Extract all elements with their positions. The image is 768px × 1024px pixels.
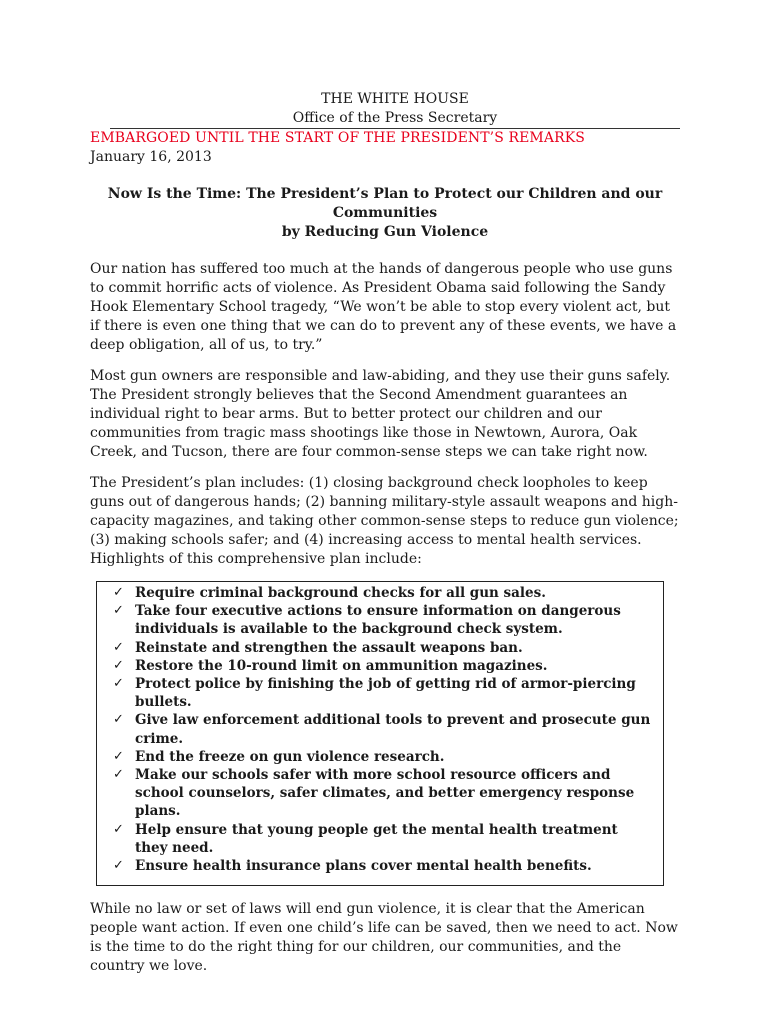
list-item-text: Protect police by finishing the job of getting rid of armor-piercing bullets. (135, 676, 636, 711)
checkmark-icon: ✓ (113, 821, 124, 837)
title-line-1: Now Is the Time: The President’s Plan to Protect our Children and our Communities (107, 186, 663, 221)
list-item (111, 675, 653, 711)
list-item-text: Reinstate and strengthen the assault weapons ban. (135, 639, 523, 656)
checkmark-icon: ✓ (113, 639, 124, 655)
paragraph-plan: The President’s plan includes: (1) closing background check loopholes to keep guns out of dangerous hands; (2) banning military-style assault weapons and high-capacity magazines, and taking other common-sense steps to reduce gun violence; (3) making schools safer; and (4) increasing access to mental health services. Highlights of this comprehensive plan include: (90, 475, 679, 567)
list-item (111, 711, 653, 747)
list-item-text: End the freeze on gun violence research. (135, 748, 445, 765)
release-date: January 16, 2013 (90, 149, 212, 165)
list-item (111, 602, 653, 638)
checkmark-icon: ✓ (113, 712, 124, 728)
list-item-text: Require criminal background checks for all gun sales. (135, 585, 546, 601)
document-title (90, 185, 680, 242)
paragraph-second-amendment: Most gun owners are responsible and law-abiding, and they use their guns safely. The President strongly believes that the Second Amendment guarantees an individual right to bear arms. But to better protect our children and our communities from tragic mass shootings like those in Newtown, Aurora, Oak Creek, and Tucson, there are four common-sense steps we can take right now. (90, 368, 671, 460)
paragraph-closing: While no law or set of laws will end gun violence, it is clear that the American people want action. If even one child’s life can be saved, then we need to act. Now is the time to do the right thing for our children, our communities, and the country we love. (90, 901, 678, 975)
paragraph-intro: Our nation has suffered too much at the hands of dangerous people who use guns to commit horrific acts of violence. As President Obama said following the Sandy Hook Elementary School tragedy, “We won’t be able to stop every violent act, but if there is even one thing that we can do to prevent any of these events, we have a deep obligation, all of us, to try.” (90, 261, 677, 353)
list-item (111, 639, 653, 657)
checkmark-icon: ✓ (113, 603, 124, 619)
highlights-list (111, 584, 653, 875)
list-item (111, 657, 653, 675)
checkmark-icon: ✓ (113, 657, 124, 673)
press-release-page (90, 90, 680, 988)
checkmark-icon: ✓ (113, 858, 124, 874)
list-item (111, 821, 653, 857)
list-item-text: Make our schools safer with more school resource officers and school counselors, safer climates, and better emergency response plans. (135, 767, 635, 820)
office-name: Office of the Press Secretary (110, 109, 680, 129)
list-item-text: Restore the 10-round limit on ammunition magazines. (135, 657, 548, 674)
list-item (111, 748, 653, 766)
embargo-notice: EMBARGOED UNTIL THE START OF THE PRESIDENT’S REMARKS (90, 130, 585, 146)
checkmark-icon: ✓ (113, 767, 124, 783)
org-name: THE WHITE HOUSE (321, 91, 469, 107)
list-item-text: Give law enforcement additional tools to prevent and prosecute gun crime. (135, 712, 651, 747)
list-item (111, 766, 653, 821)
title-line-2: by Reducing Gun Violence (281, 224, 489, 240)
checkmark-icon: ✓ (113, 585, 124, 600)
list-item (111, 584, 653, 602)
checkmark-icon: ✓ (113, 748, 124, 764)
list-item (111, 857, 653, 875)
list-item-text: Take four executive actions to ensure information on dangerous individuals is available to the background check system. (135, 603, 621, 638)
list-item-text: Help ensure that young people get the mental health treatment they need. (135, 821, 618, 856)
list-item-text: Ensure health insurance plans cover mental health benefits. (135, 858, 592, 875)
highlights-box (96, 581, 664, 886)
checkmark-icon: ✓ (113, 676, 124, 692)
